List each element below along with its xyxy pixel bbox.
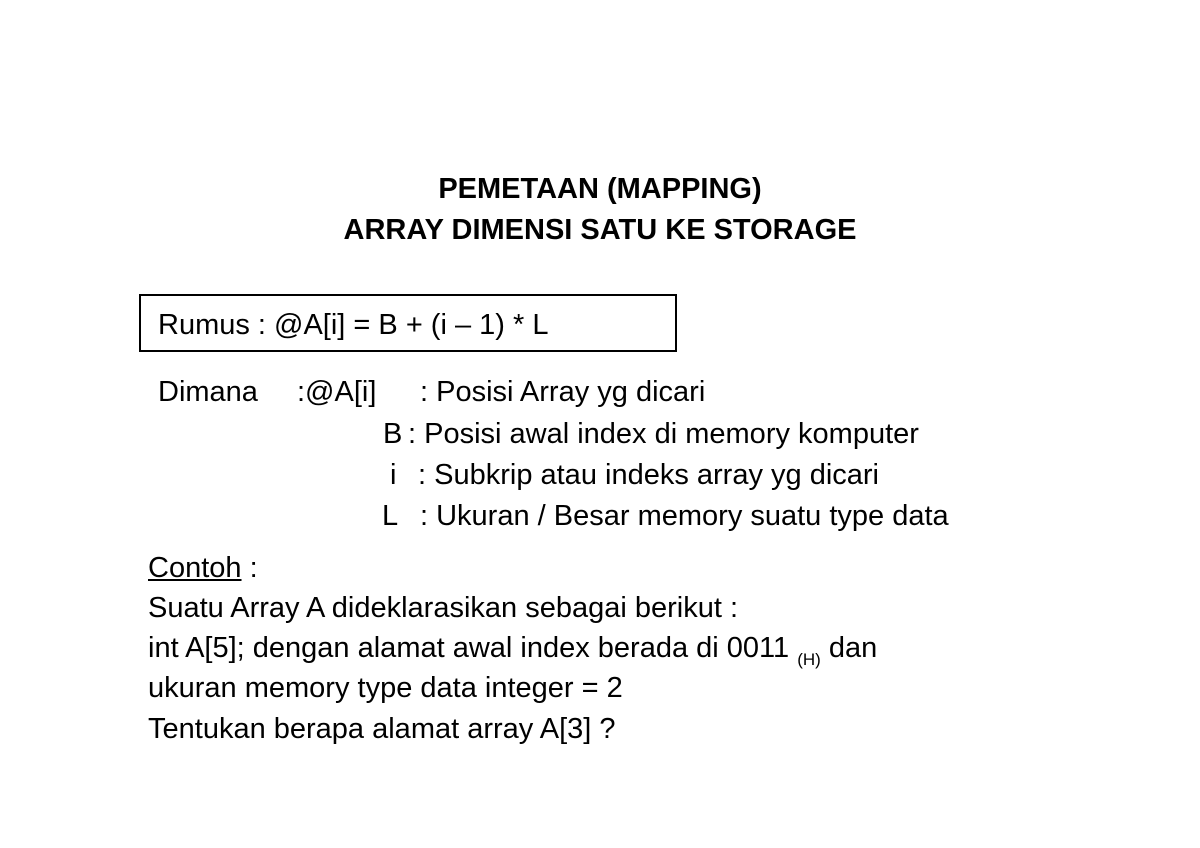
example-heading: Contoh (148, 552, 242, 584)
example-line-2 (148, 630, 877, 670)
example-line-1: Suatu Array A dideklarasikan sebagai berikut : (148, 592, 739, 624)
formula-box (139, 294, 677, 352)
definition-term-4: L (382, 500, 399, 532)
example-heading-colon: : (241, 552, 258, 584)
definition-term-3: i (390, 459, 397, 491)
title-line-1: PEMETAAN (MAPPING) (438, 173, 762, 205)
definitions-label: Dimana (158, 376, 258, 408)
example-line-4: Tentukan berapa alamat array A[3] ? (148, 713, 616, 745)
definition-desc-4: : Ukuran / Besar memory suatu type data (420, 500, 949, 532)
definition-term-2: B (383, 418, 403, 450)
example-heading-line (148, 550, 258, 586)
title-line-2: ARRAY DIMENSI SATU KE STORAGE (343, 214, 857, 246)
definition-desc-2: : Posisi awal index di memory komputer (408, 418, 919, 450)
example-line-3: ukuran memory type data integer = 2 (148, 672, 623, 704)
example-line-2-main: int A[5]; dengan alamat awal index berada di 0011 (148, 632, 798, 664)
definition-desc-3: : Subkrip atau indeks array yg dicari (418, 459, 879, 491)
definition-desc-1: : Posisi Array yg dicari (420, 376, 706, 408)
example-line-2-end: dan (820, 632, 878, 664)
definition-term-1: :@A[i] (297, 376, 377, 408)
formula-text: Rumus : @A[i] = B + (i – 1) * L (158, 309, 549, 341)
hex-subscript: (H) (797, 650, 821, 669)
